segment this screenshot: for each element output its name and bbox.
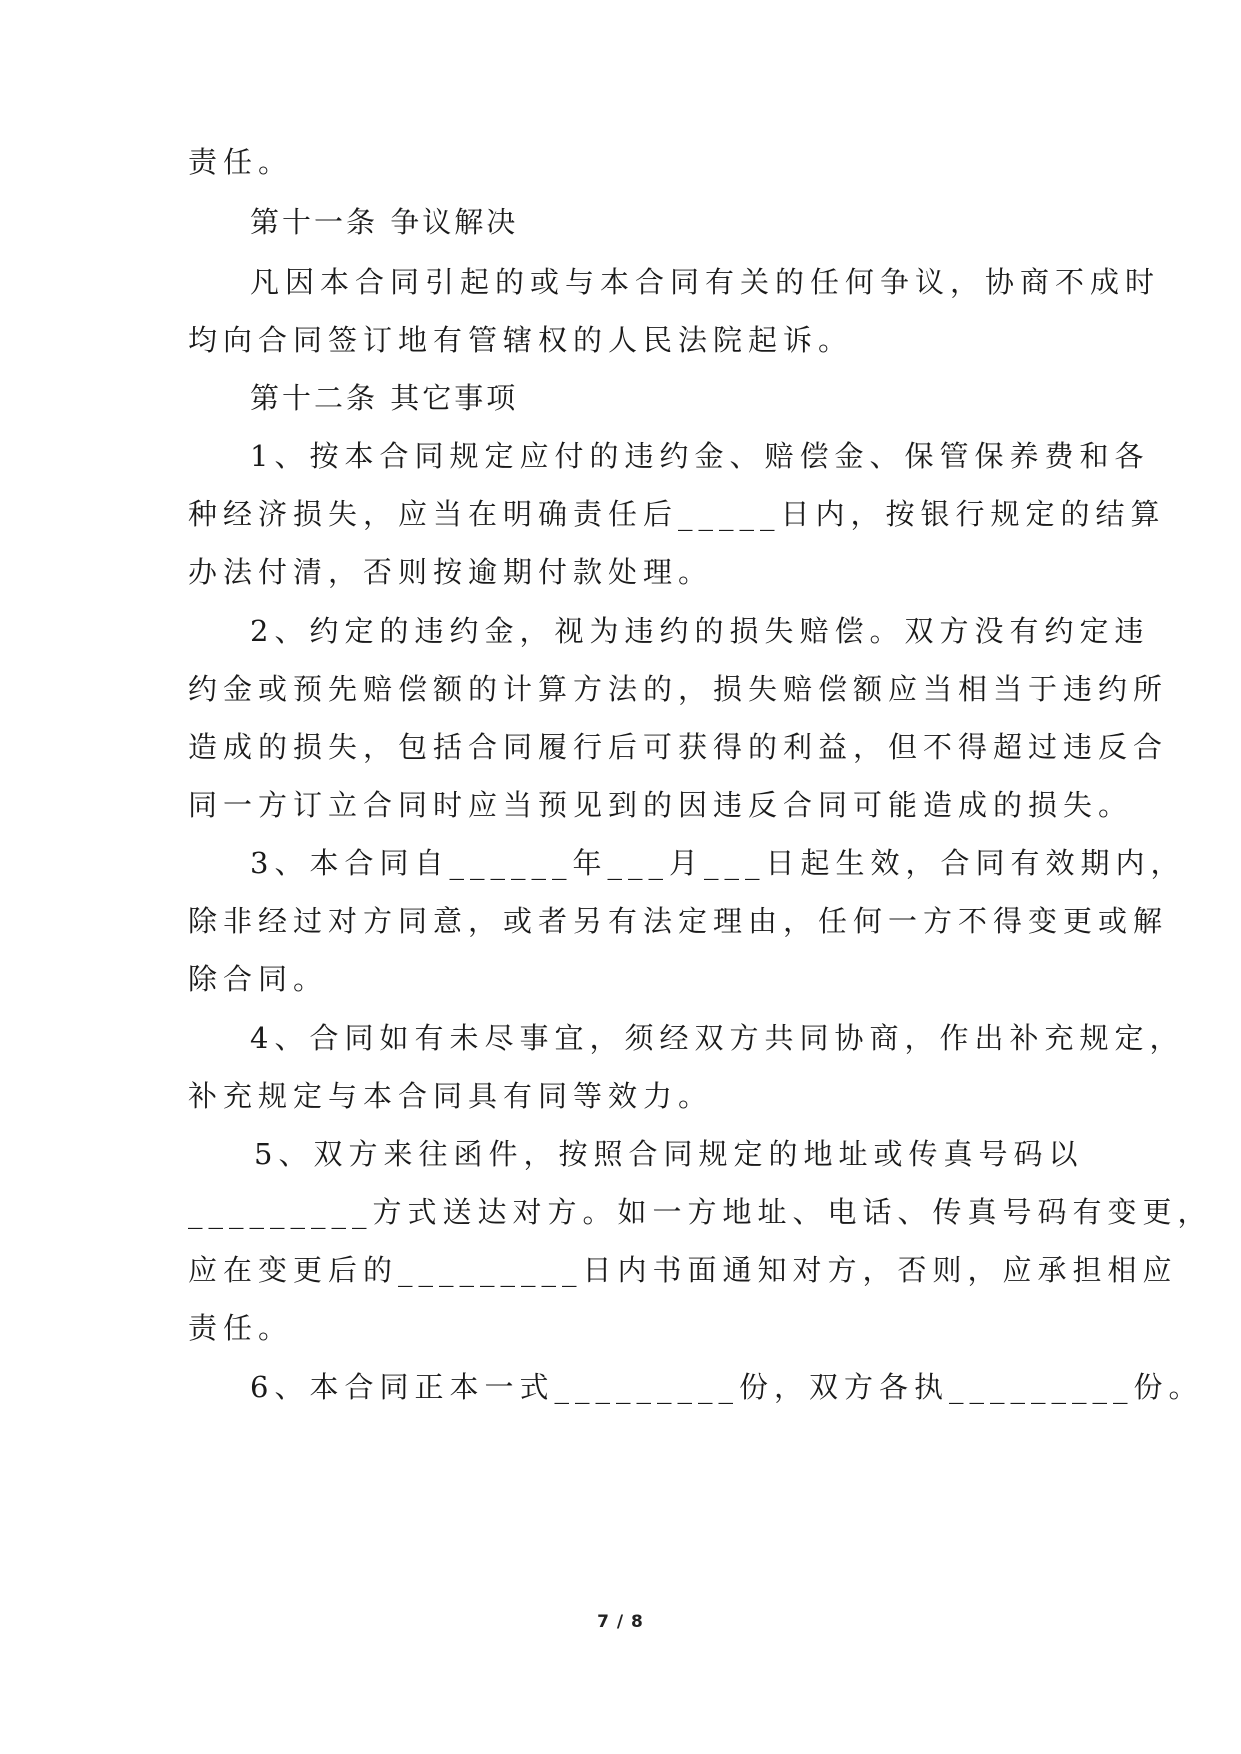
- text-line: 造成的损失，包括合同履行后可获得的利益，但不得超过违反合: [188, 730, 1169, 764]
- text-line: _________方式送达对方。如一方地址、电话、传真号码有变更，: [188, 1195, 1213, 1229]
- text-line: 除合同。: [188, 962, 329, 996]
- text-line: 种经济损失，应当在明确责任后_____日内，按银行规定的结算: [188, 497, 1166, 531]
- text-line: 1、按本合同规定应付的违约金、赔偿金、保管保养费和各: [250, 439, 1150, 473]
- text-line: 应在变更后的_________日内书面通知对方，否则，应承担相应: [188, 1253, 1178, 1287]
- text-line: 均向合同签订地有管辖权的人民法院起诉。: [188, 323, 854, 357]
- text-line: 2、约定的违约金，视为违约的损失赔偿。双方没有约定违: [250, 614, 1150, 648]
- page-number: 7 / 8: [597, 1612, 644, 1632]
- text-line: 凡因本合同引起的或与本合同有关的任何争议，协商不成时: [250, 265, 1161, 299]
- text-line: 责任。: [188, 1311, 294, 1345]
- text-line: 补充规定与本合同具有同等效力。: [188, 1079, 714, 1113]
- text-line: 同一方订立合同时应当预见到的因违反合同可能造成的损失。: [188, 788, 1134, 822]
- text-line: 5、双方来往函件，按照合同规定的地址或传真号码以: [254, 1137, 1084, 1171]
- text-line: 4、合同如有未尽事宜，须经双方共同协商，作出补充规定，: [250, 1021, 1185, 1055]
- text-line: 办法付清，否则按逾期付款处理。: [188, 555, 714, 589]
- text-line: 6、本合同正本一式_________份，双方各执_________份。: [250, 1370, 1204, 1404]
- text-line: 3、本合同自______年___月___日起生效，合同有效期内，: [250, 846, 1186, 880]
- text-line: 除非经过对方同意，或者另有法定理由，任何一方不得变更或解: [188, 904, 1169, 938]
- text-line: 约金或预先赔偿额的计算方法的，损失赔偿额应当相当于违约所: [188, 672, 1169, 706]
- text-line: 责任。: [188, 145, 294, 179]
- section-heading-12: 第十二条 其它事项: [250, 381, 519, 415]
- section-heading-11: 第十一条 争议解决: [250, 205, 519, 239]
